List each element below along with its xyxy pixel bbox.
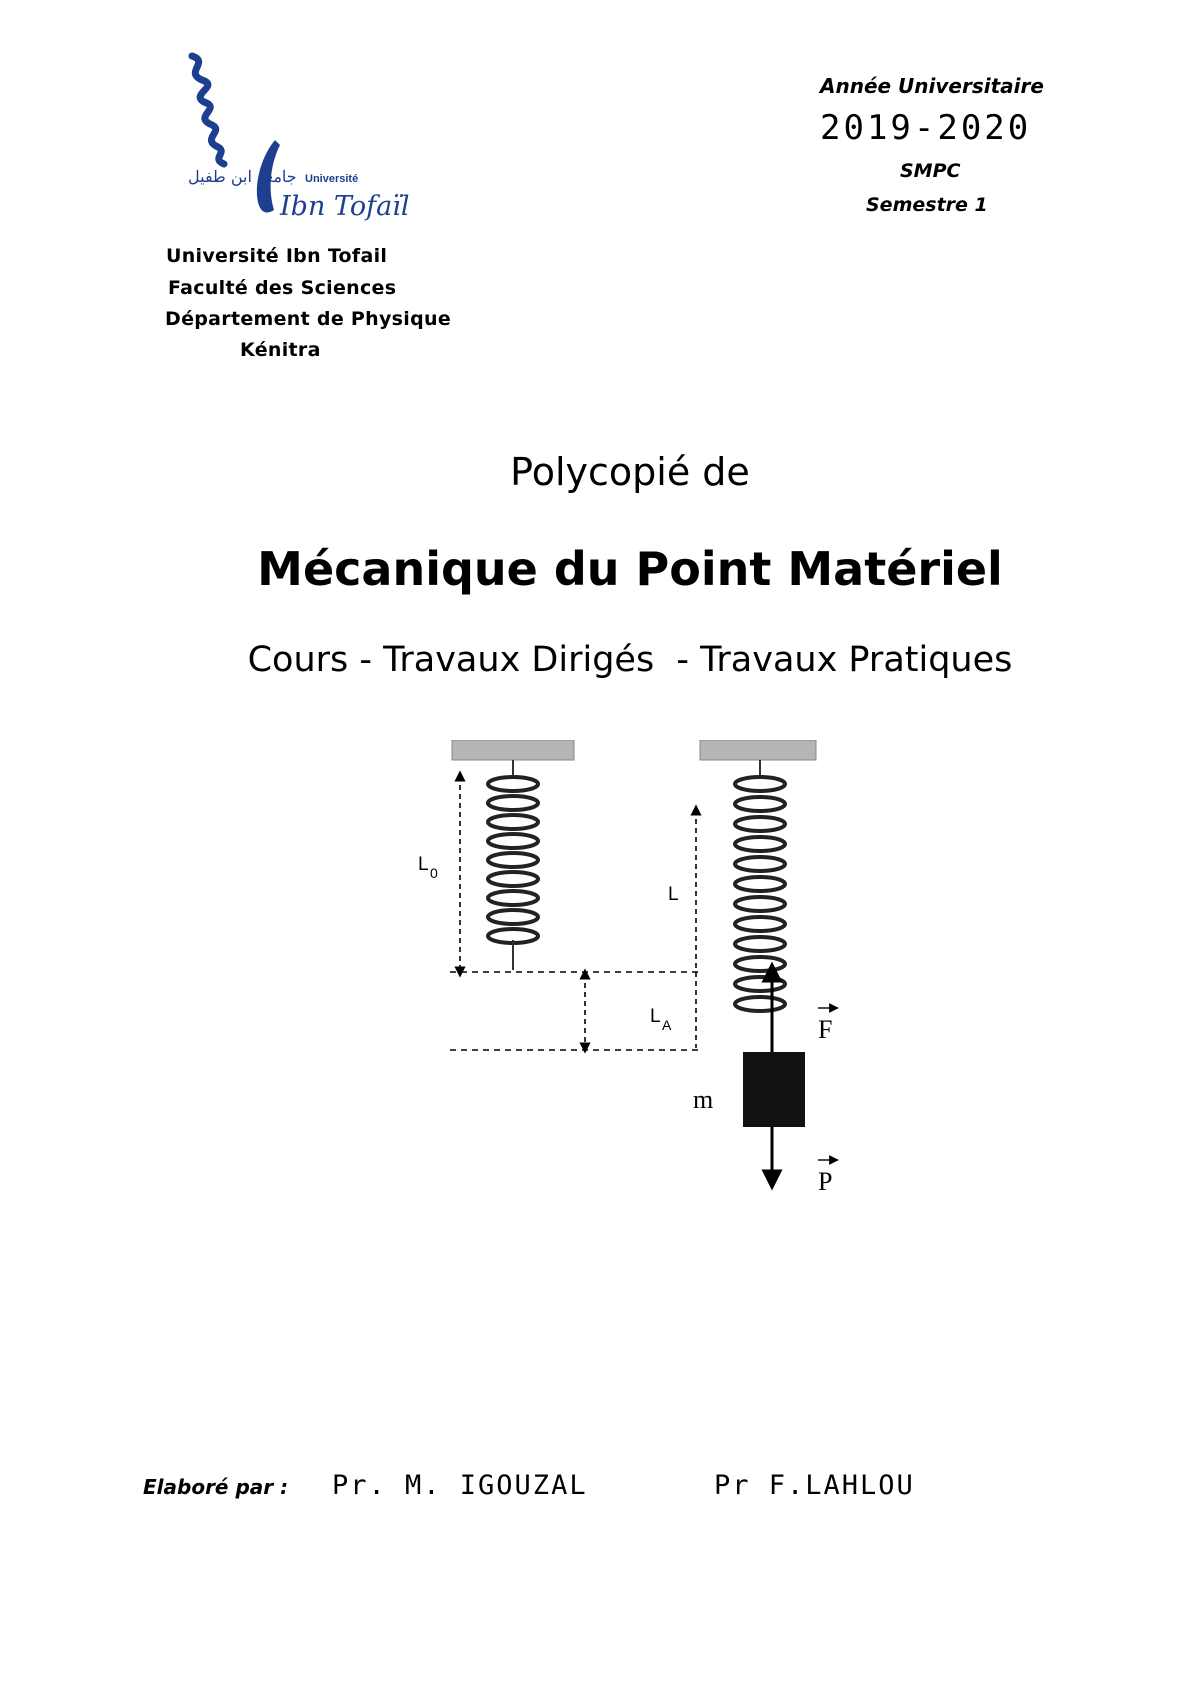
author-2: Pr F.LAHLOU bbox=[714, 1470, 915, 1501]
label-LA-subscript: A bbox=[662, 1017, 672, 1033]
page-title: Mécanique du Point Matériel bbox=[257, 542, 1003, 596]
left-spring bbox=[488, 777, 538, 943]
university-logo bbox=[180, 50, 420, 250]
label-L0-subscript: 0 bbox=[430, 865, 438, 881]
author-1: Pr. M. IGOUZAL bbox=[332, 1470, 588, 1501]
spring-mass-diagram bbox=[410, 740, 850, 1220]
institution-name: Université Ibn Tofail bbox=[166, 245, 388, 267]
label-F: F bbox=[818, 1015, 833, 1044]
right-support bbox=[700, 740, 816, 760]
label-m: m bbox=[693, 1085, 714, 1114]
pretitle: Polycopié de bbox=[510, 450, 750, 494]
faculty-name: Faculté des Sciences bbox=[168, 277, 397, 299]
city-name: Kénitra bbox=[240, 339, 321, 361]
department-name: Département de Physique bbox=[165, 308, 451, 330]
subtitle: Cours - Travaux Dirigés - Travaux Pratiques bbox=[247, 640, 1013, 680]
label-L: L bbox=[668, 884, 679, 905]
semester-label: Semestre 1 bbox=[866, 194, 988, 216]
label-P: P bbox=[818, 1167, 833, 1196]
year-label: Année Universitaire bbox=[820, 74, 1044, 98]
authors-label: Elaboré par : bbox=[143, 1475, 289, 1499]
label-LA: L bbox=[650, 1006, 661, 1027]
mass-block bbox=[743, 1052, 805, 1127]
logo-arabic-text: جامعة ابن طفيل bbox=[188, 167, 297, 186]
label-L0: L bbox=[418, 854, 429, 875]
academic-year: 2019-2020 bbox=[820, 108, 1032, 148]
logo-ibn-tofail-text: Ibn Tofaïl bbox=[280, 191, 410, 222]
left-support bbox=[452, 740, 574, 760]
program-name: SMPC bbox=[900, 160, 961, 182]
right-spring bbox=[735, 777, 785, 1011]
logo-university-small-text: Université bbox=[305, 173, 359, 185]
